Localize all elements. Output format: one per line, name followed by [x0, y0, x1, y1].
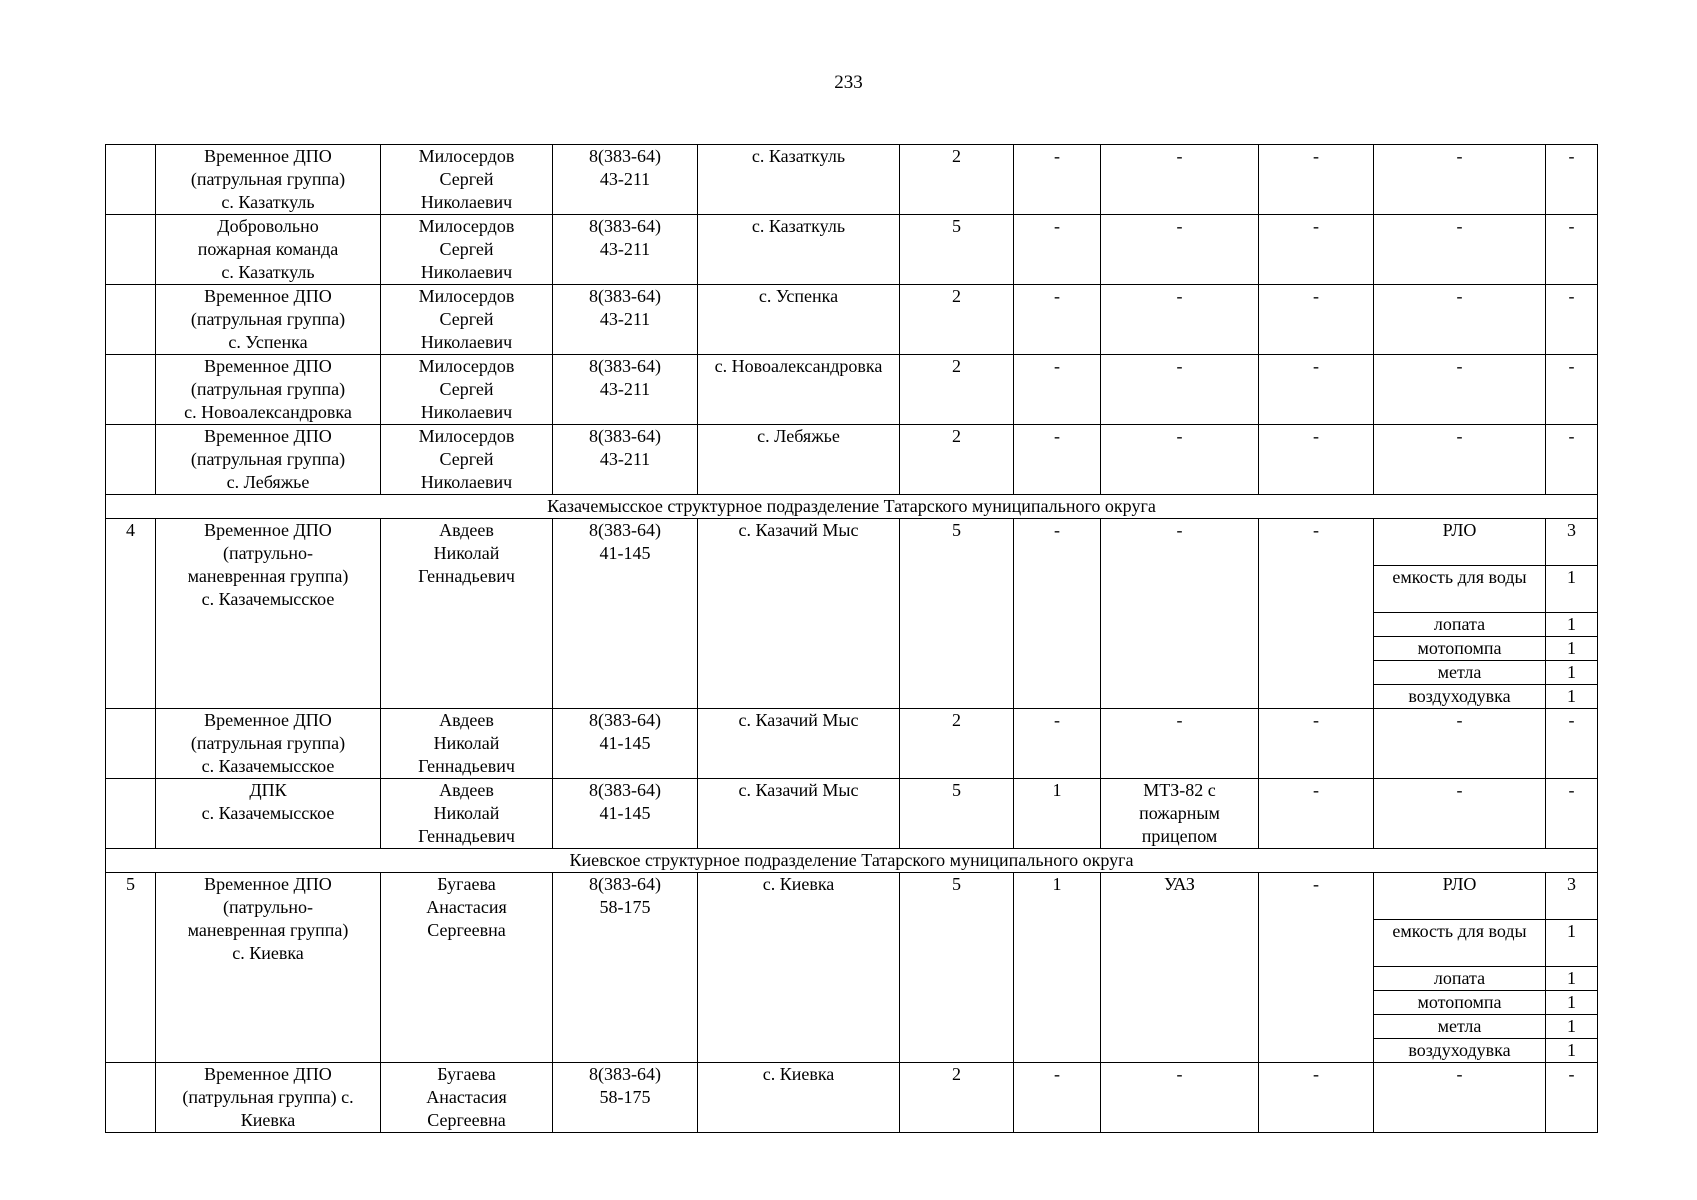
head-name-cell: Милосердов Сергей Николаевич	[381, 285, 553, 355]
table-row	[106, 285, 1598, 355]
head-name-cell: Милосердов Сергей Николаевич	[381, 425, 553, 495]
unit-number-cell	[106, 215, 156, 285]
head-name-cell: Авдеев Николай Геннадьевич	[381, 709, 553, 779]
equipment-cell: -	[1374, 355, 1546, 425]
staff-count-cell: 5	[900, 215, 1014, 285]
equipment-qty-cell: -	[1546, 215, 1598, 285]
section-title: Казачемысское структурное подразделение Татарского муниципального округа	[106, 495, 1598, 519]
vehicle-type-cell: -	[1101, 285, 1259, 355]
equipment-qty-cell: -	[1546, 1063, 1598, 1133]
equipment-item: мотопомпа	[1374, 637, 1546, 661]
head-name-cell: Авдеев Николай Геннадьевич	[381, 779, 553, 849]
unit-number-cell	[106, 1063, 156, 1133]
vehicle-count-cell: -	[1014, 425, 1101, 495]
equipment-item: метла	[1374, 1015, 1546, 1039]
table-row	[106, 873, 1598, 920]
other-cell: -	[1259, 1063, 1374, 1133]
vehicle-type-cell: -	[1101, 215, 1259, 285]
other-cell: -	[1259, 215, 1374, 285]
location-cell: с. Киевка	[698, 1063, 900, 1133]
unit-name-cell: Добровольно пожарная команда с. Казаткуль	[156, 215, 381, 285]
equipment-item: воздуходувка	[1374, 685, 1546, 709]
location-cell: с. Казаткуль	[698, 145, 900, 215]
vehicle-count-cell: -	[1014, 709, 1101, 779]
equipment-qty: 3	[1546, 873, 1598, 920]
unit-name-cell: Временное ДПО (патрульная группа) с. Новоалександровка	[156, 355, 381, 425]
staff-count-cell: 5	[900, 873, 1014, 1063]
equipment-qty-cell: -	[1546, 145, 1598, 215]
table-row	[106, 1063, 1598, 1133]
equipment-cell: -	[1374, 779, 1546, 849]
unit-name-cell: Временное ДПО (патрульная группа) с. Киевка	[156, 1063, 381, 1133]
equipment-qty: 1	[1546, 1015, 1598, 1039]
location-cell: с. Казачий Мыс	[698, 779, 900, 849]
staff-count-cell: 2	[900, 425, 1014, 495]
staff-count-cell: 2	[900, 1063, 1014, 1133]
equipment-qty: 1	[1546, 637, 1598, 661]
location-cell: с. Казаткуль	[698, 215, 900, 285]
equipment-cell: -	[1374, 425, 1546, 495]
section-header-row	[106, 849, 1598, 873]
equipment-item: емкость для воды	[1374, 920, 1546, 967]
other-cell: -	[1259, 145, 1374, 215]
equipment-cell: -	[1374, 145, 1546, 215]
head-name-cell: Милосердов Сергей Николаевич	[381, 355, 553, 425]
vehicle-count-cell: -	[1014, 285, 1101, 355]
equipment-item: РЛО	[1374, 873, 1546, 920]
table-row	[106, 519, 1598, 566]
location-cell: с. Успенка	[698, 285, 900, 355]
table-row	[106, 355, 1598, 425]
unit-number-cell	[106, 355, 156, 425]
location-cell: с. Лебяжье	[698, 425, 900, 495]
staff-count-cell: 5	[900, 519, 1014, 709]
equipment-item: воздуходувка	[1374, 1039, 1546, 1063]
vehicle-count-cell: -	[1014, 1063, 1101, 1133]
equipment-qty: 1	[1546, 920, 1598, 967]
unit-number-cell	[106, 425, 156, 495]
equipment-item: метла	[1374, 661, 1546, 685]
unit-number-cell	[106, 709, 156, 779]
unit-number-cell: 4	[106, 519, 156, 709]
vehicle-count-cell: 1	[1014, 779, 1101, 849]
location-cell: с. Новоалександровка	[698, 355, 900, 425]
staff-count-cell: 2	[900, 285, 1014, 355]
equipment-qty-cell: -	[1546, 425, 1598, 495]
vehicle-type-cell: МТЗ-82 с пожарным прицепом	[1101, 779, 1259, 849]
other-cell: -	[1259, 709, 1374, 779]
unit-name-cell: ДПК с. Казачемысское	[156, 779, 381, 849]
phone-cell: 8(383-64) 43-211	[553, 145, 698, 215]
unit-number-cell	[106, 285, 156, 355]
phone-cell: 8(383-64) 41-145	[553, 519, 698, 709]
vehicle-type-cell: УАЗ	[1101, 873, 1259, 1063]
vehicle-type-cell: -	[1101, 519, 1259, 709]
head-name-cell: Бугаева Анастасия Сергеевна	[381, 873, 553, 1063]
unit-number-cell: 5	[106, 873, 156, 1063]
unit-name-cell: Временное ДПО (патрульная группа) с. Лебяжье	[156, 425, 381, 495]
equipment-qty-cell: -	[1546, 779, 1598, 849]
vehicle-type-cell: -	[1101, 425, 1259, 495]
section-header-row	[106, 495, 1598, 519]
fire-units-table	[105, 144, 1598, 1133]
phone-cell: 8(383-64) 43-211	[553, 355, 698, 425]
equipment-qty: 1	[1546, 1039, 1598, 1063]
staff-count-cell: 2	[900, 145, 1014, 215]
phone-cell: 8(383-64) 58-175	[553, 873, 698, 1063]
equipment-qty-cell: -	[1546, 709, 1598, 779]
unit-name-cell: Временное ДПО (патрульная группа) с. Успенка	[156, 285, 381, 355]
staff-count-cell: 2	[900, 709, 1014, 779]
equipment-qty-cell: -	[1546, 355, 1598, 425]
page-number: 233	[834, 72, 863, 93]
phone-cell: 8(383-64) 58-175	[553, 1063, 698, 1133]
vehicle-count-cell: 1	[1014, 873, 1101, 1063]
equipment-qty: 1	[1546, 661, 1598, 685]
equipment-qty: 1	[1546, 613, 1598, 637]
unit-number-cell	[106, 779, 156, 849]
equipment-cell: -	[1374, 215, 1546, 285]
other-cell: -	[1259, 519, 1374, 709]
vehicle-count-cell: -	[1014, 145, 1101, 215]
table-row	[106, 215, 1598, 285]
vehicle-type-cell: -	[1101, 1063, 1259, 1133]
section-title: Киевское структурное подразделение Татарского муниципального округа	[106, 849, 1598, 873]
vehicle-count-cell: -	[1014, 519, 1101, 709]
equipment-item: лопата	[1374, 967, 1546, 991]
equipment-item: РЛО	[1374, 519, 1546, 566]
equipment-cell: -	[1374, 1063, 1546, 1133]
staff-count-cell: 5	[900, 779, 1014, 849]
other-cell: -	[1259, 873, 1374, 1063]
equipment-qty: 1	[1546, 967, 1598, 991]
vehicle-count-cell: -	[1014, 355, 1101, 425]
vehicle-type-cell: -	[1101, 709, 1259, 779]
location-cell: с. Казачий Мыс	[698, 519, 900, 709]
table-row	[106, 145, 1598, 215]
table-row	[106, 425, 1598, 495]
unit-name-cell: Временное ДПО (патрульно- маневренная группа) с. Киевка	[156, 873, 381, 1063]
equipment-item: емкость для воды	[1374, 566, 1546, 613]
head-name-cell: Милосердов Сергей Николаевич	[381, 215, 553, 285]
equipment-item: лопата	[1374, 613, 1546, 637]
table-row	[106, 709, 1598, 779]
phone-cell: 8(383-64) 41-145	[553, 779, 698, 849]
phone-cell: 8(383-64) 43-211	[553, 285, 698, 355]
unit-number-cell	[106, 145, 156, 215]
head-name-cell: Милосердов Сергей Николаевич	[381, 145, 553, 215]
equipment-qty: 1	[1546, 685, 1598, 709]
equipment-cell: -	[1374, 709, 1546, 779]
phone-cell: 8(383-64) 43-211	[553, 215, 698, 285]
other-cell: -	[1259, 779, 1374, 849]
location-cell: с. Киевка	[698, 873, 900, 1063]
equipment-qty: 1	[1546, 566, 1598, 613]
vehicle-count-cell: -	[1014, 215, 1101, 285]
equipment-qty: 3	[1546, 519, 1598, 566]
table-row	[106, 779, 1598, 849]
other-cell: -	[1259, 355, 1374, 425]
phone-cell: 8(383-64) 43-211	[553, 425, 698, 495]
vehicle-type-cell: -	[1101, 145, 1259, 215]
equipment-qty: 1	[1546, 991, 1598, 1015]
location-cell: с. Казачий Мыс	[698, 709, 900, 779]
other-cell: -	[1259, 285, 1374, 355]
unit-name-cell: Временное ДПО (патрульная группа) с. Казачемысское	[156, 709, 381, 779]
unit-name-cell: Временное ДПО (патрульная группа) с. Казаткуль	[156, 145, 381, 215]
phone-cell: 8(383-64) 41-145	[553, 709, 698, 779]
vehicle-type-cell: -	[1101, 355, 1259, 425]
other-cell: -	[1259, 425, 1374, 495]
equipment-qty-cell: -	[1546, 285, 1598, 355]
equipment-item: мотопомпа	[1374, 991, 1546, 1015]
head-name-cell: Авдеев Николай Геннадьевич	[381, 519, 553, 709]
equipment-cell: -	[1374, 285, 1546, 355]
staff-count-cell: 2	[900, 355, 1014, 425]
head-name-cell: Бугаева Анастасия Сергеевна	[381, 1063, 553, 1133]
unit-name-cell: Временное ДПО (патрульно- маневренная группа) с. Казачемысское	[156, 519, 381, 709]
